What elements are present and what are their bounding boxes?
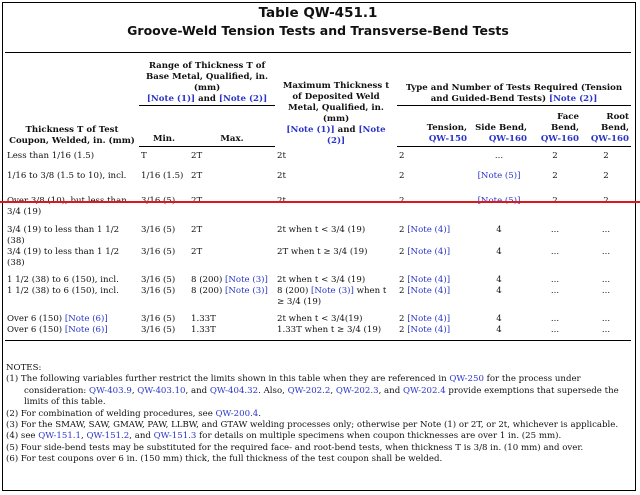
- red-marker-line: [0, 201, 640, 203]
- table-row: [5, 189, 631, 219]
- note-5: (5) Four side-bend tests may be substituted for the required face- and root-bend tests, when thickness T is 3/8 in. (10 mm) and over.: [6, 442, 584, 453]
- cell-face: ...: [550, 285, 560, 296]
- cell-maxdep: 1.33T when t ≥ 3/4 (19): [277, 324, 382, 335]
- qw160-side-link[interactable]: QW-160: [488, 134, 527, 144]
- qw150-link[interactable]: QW-150: [428, 134, 467, 144]
- qw151-3-link[interactable]: QW-151.3: [153, 431, 197, 442]
- cell-max: 2T: [191, 246, 203, 257]
- cell-coupon: 3/4 (19): [7, 206, 42, 217]
- header-tension: Tension, QW-150: [397, 106, 469, 147]
- table-title: Table QW-451.1: [258, 5, 378, 21]
- cell-root: ...: [601, 274, 611, 285]
- cell-side: 4: [496, 246, 502, 257]
- header-max: Max.: [189, 106, 275, 147]
- cell-min: 3/16 (5): [141, 313, 176, 324]
- note3-link[interactable]: [Note (3)]: [225, 285, 268, 296]
- table-row: [5, 308, 631, 325]
- cell-face: ...: [550, 324, 560, 335]
- cell-max: [189, 189, 275, 219]
- table-subtitle: Groove-Weld Tension Tests and Transverse-Bend Tests: [127, 23, 509, 38]
- cell-coupon: 1 1/2 (38) to 6 (150), incl.: [7, 285, 119, 296]
- cell-face: ...: [550, 313, 560, 324]
- note6-link[interactable]: [Note (6)]: [64, 313, 108, 324]
- header-root-bend: Root Bend, QW-160: [581, 106, 631, 147]
- cell-side: 4: [496, 324, 502, 335]
- cell-face: ...: [550, 224, 560, 235]
- note4-link[interactable]: [Note (4)]: [407, 313, 451, 324]
- cell-coupon: Over 6 (150) [Note (6)]: [7, 313, 108, 324]
- cell-side: 4: [496, 274, 502, 285]
- qw202-2-link[interactable]: QW-202.2: [287, 385, 331, 396]
- header-tests-group: Type and Number of Tests Required (Tension and Guided-Bend Tests) [Note (2)]: [397, 53, 631, 106]
- cell-coupon: 3/4 (19) to less than 1 1/2 (38): [7, 224, 120, 246]
- table-row: [5, 147, 631, 165]
- qw160-root-link[interactable]: QW-160: [590, 134, 629, 144]
- note3-link[interactable]: [Note (3)]: [225, 274, 268, 285]
- cell-tension: 2 [Note (4)]: [399, 224, 451, 235]
- table-row: [5, 247, 631, 269]
- cell-root: ...: [601, 246, 611, 257]
- cell-min: T: [141, 151, 147, 161]
- cell-tension: [397, 189, 469, 219]
- notes-label: NOTES:: [6, 363, 42, 373]
- range-note-1-link[interactable]: [Note (1)]: [146, 94, 196, 104]
- note-3: (3) For the SMAW, SAW, GMAW, PAW, LLBW, and GTAW welding processes only; otherwise per Note (1) or 2T, or 2t, whichever is applicable.: [6, 420, 619, 431]
- table-bottom-rule: [5, 340, 631, 341]
- cell-face: 2: [552, 151, 558, 161]
- qw160-face-link[interactable]: QW-160: [540, 134, 579, 144]
- maxdep-note-1-link[interactable]: [Note (1)]: [286, 124, 335, 135]
- qw250-link[interactable]: QW-250: [449, 374, 484, 385]
- cell-root: ...: [601, 313, 611, 324]
- cell-side: ...: [494, 151, 504, 161]
- cell-face: ...: [550, 246, 560, 257]
- cell-side: 4: [496, 313, 502, 324]
- cell-min: 3/16 (5): [141, 285, 176, 296]
- cell-max: 2T: [191, 170, 203, 181]
- note5-link[interactable]: [469, 189, 529, 219]
- cell-tension: 2 [Note (4)]: [399, 285, 451, 296]
- qw202-3-link[interactable]: QW-202.3: [335, 385, 379, 396]
- cell-side: 4: [496, 285, 502, 296]
- cell-tension: 2 [Note (4)]: [399, 313, 451, 324]
- cell-max: 8 (200) [Note (3)]: [191, 285, 268, 296]
- cell-face: [529, 189, 581, 219]
- note4-link[interactable]: [Note (4)]: [407, 274, 451, 285]
- notes-section: [6, 363, 630, 466]
- cell-tension: 2: [399, 151, 405, 161]
- note4-link[interactable]: [Note (4)]: [407, 324, 451, 335]
- cell-min: [139, 189, 189, 219]
- cell-min: 3/16 (5): [141, 246, 176, 257]
- cell-root: ...: [601, 324, 611, 335]
- note-1: (1) The following variables further restrict the limits shown in this table when they are referenced in QW-250 for the process under consideration: QW-403.9, QW-403.10, and QW-404.32. Also, QW-202.2, QW-202.3, and QW-202.4 provide exemptions that supersede the limits of this table.: [6, 374, 619, 408]
- table-row: [5, 325, 631, 341]
- header-max-deposited: Maximum Thickness t of Deposited Weld Metal, Qualified, in. (mm) [Note (1)] and [Note (2)]: [275, 53, 397, 147]
- qw451-table: [5, 52, 631, 341]
- cell-maxdep: 8 (200) [Note (3)] when t ≥ 3/4 (19): [277, 285, 387, 307]
- header-side-bend: Side Bend, QW-160: [469, 106, 529, 147]
- tests-note-link[interactable]: [Note (2)]: [549, 94, 598, 104]
- cell-coupon: 1 1/2 (38) to 6 (150), incl.: [7, 274, 119, 285]
- cell-max: 2T: [191, 224, 203, 235]
- table-row: [5, 269, 631, 286]
- qw151-1-link[interactable]: QW-151.1: [38, 431, 82, 442]
- maxdep-note-2-link[interactable]: [Note (2)]: [326, 124, 386, 146]
- cell-maxdep: 2t when t < 3/4 (19): [277, 274, 366, 285]
- cell-coupon: Less than 1/16 (1.5): [7, 150, 95, 161]
- range-note-2-link[interactable]: [Note (2)]: [218, 94, 268, 104]
- cell-coupon: 3/4 (19) to less than 1 1/2 (38): [7, 246, 120, 268]
- cell-max: 1.33T: [191, 313, 216, 324]
- cell-root: ...: [601, 224, 611, 235]
- qw202-4-link[interactable]: QW-202.4: [402, 385, 446, 396]
- cell-maxdep: 2t: [277, 170, 286, 181]
- cell-side: 4: [496, 224, 502, 235]
- cell-face: ...: [550, 274, 560, 285]
- qw403-9-link[interactable]: QW-403.9: [89, 385, 132, 396]
- header-min: Min.: [139, 106, 189, 147]
- note4-link[interactable]: [Note (4)]: [407, 246, 451, 257]
- header-face-bend: Face Bend, QW-160: [529, 106, 581, 147]
- note-2: (2) For combination of welding procedures, see QW-200.4.: [6, 408, 262, 419]
- cell-tension: 2 [Note (4)]: [399, 274, 451, 285]
- table-row: [5, 165, 631, 189]
- note-4: (4) see QW-151.1, QW-151.2, and QW-151.3 for details on multiple specimens when coupon thicknesses are over 1 in. (25 mm).: [6, 431, 562, 442]
- qw200-4-link[interactable]: QW-200.4: [215, 408, 259, 419]
- cell-coupon: Over 6 (150) [Note (6)]: [7, 324, 108, 335]
- cell-tension: 2 [Note (4)]: [399, 246, 451, 257]
- cell-maxdep: 2t when t < 3/4 (19): [277, 224, 366, 235]
- note6-link[interactable]: [Note (6)]: [64, 324, 108, 335]
- cell-maxdep: [275, 189, 397, 219]
- cell-tension: 2: [399, 170, 405, 181]
- qw403-10-link[interactable]: QW-403.10: [137, 385, 186, 396]
- cell-root: 2: [603, 151, 609, 161]
- header-coupon: Thickness T of Test Coupon, Welded, in. (mm): [5, 53, 139, 147]
- header-range-group: Range of Thickness T of Base Metal, Qualified, in. (mm) [Note (1)] and [Note (2)]: [139, 53, 275, 106]
- table-row: [5, 286, 631, 308]
- table-title-block: [0, 5, 636, 39]
- cell-maxdep: 2t when t < 3/4(19): [277, 313, 363, 324]
- cell-max: 2T: [191, 151, 203, 161]
- note5-link[interactable]: [Note (5)]: [477, 170, 521, 181]
- cell-max: 8 (200) [Note (3)]: [191, 274, 268, 285]
- cell-max: 1.33T: [191, 324, 216, 335]
- note4-link[interactable]: [Note (4)]: [407, 224, 451, 235]
- cell-root: [581, 189, 631, 219]
- qw151-2-link[interactable]: QW-151.2: [86, 431, 130, 442]
- cell-min: 3/16 (5): [141, 274, 176, 285]
- cell-maxdep: 2T when t ≥ 3/4 (19): [277, 246, 368, 257]
- cell-maxdep: 2t: [277, 150, 286, 161]
- cell-min: 3/16 (5): [141, 224, 176, 235]
- note3-link[interactable]: [Note (3)]: [311, 285, 354, 296]
- cell-min: 3/16 (5): [141, 324, 176, 335]
- cell-tension: 2 [Note (4)]: [399, 324, 451, 335]
- cell-coupon: 1/16 to 3/8 (1.5 to 10), incl.: [7, 170, 127, 181]
- table-row: [5, 219, 631, 247]
- qw404-32-link[interactable]: QW-404.32: [209, 385, 259, 396]
- note-6: (6) For test coupons over 6 in. (150 mm) thick, the full thickness of the test coupon shall be welded.: [6, 454, 443, 465]
- cell-face: 2: [552, 170, 558, 181]
- cell-root: ...: [601, 285, 611, 296]
- cell-min: 1/16 (1.5): [141, 170, 184, 181]
- cell-root: 2: [603, 170, 609, 181]
- note4-link[interactable]: [Note (4)]: [407, 285, 451, 296]
